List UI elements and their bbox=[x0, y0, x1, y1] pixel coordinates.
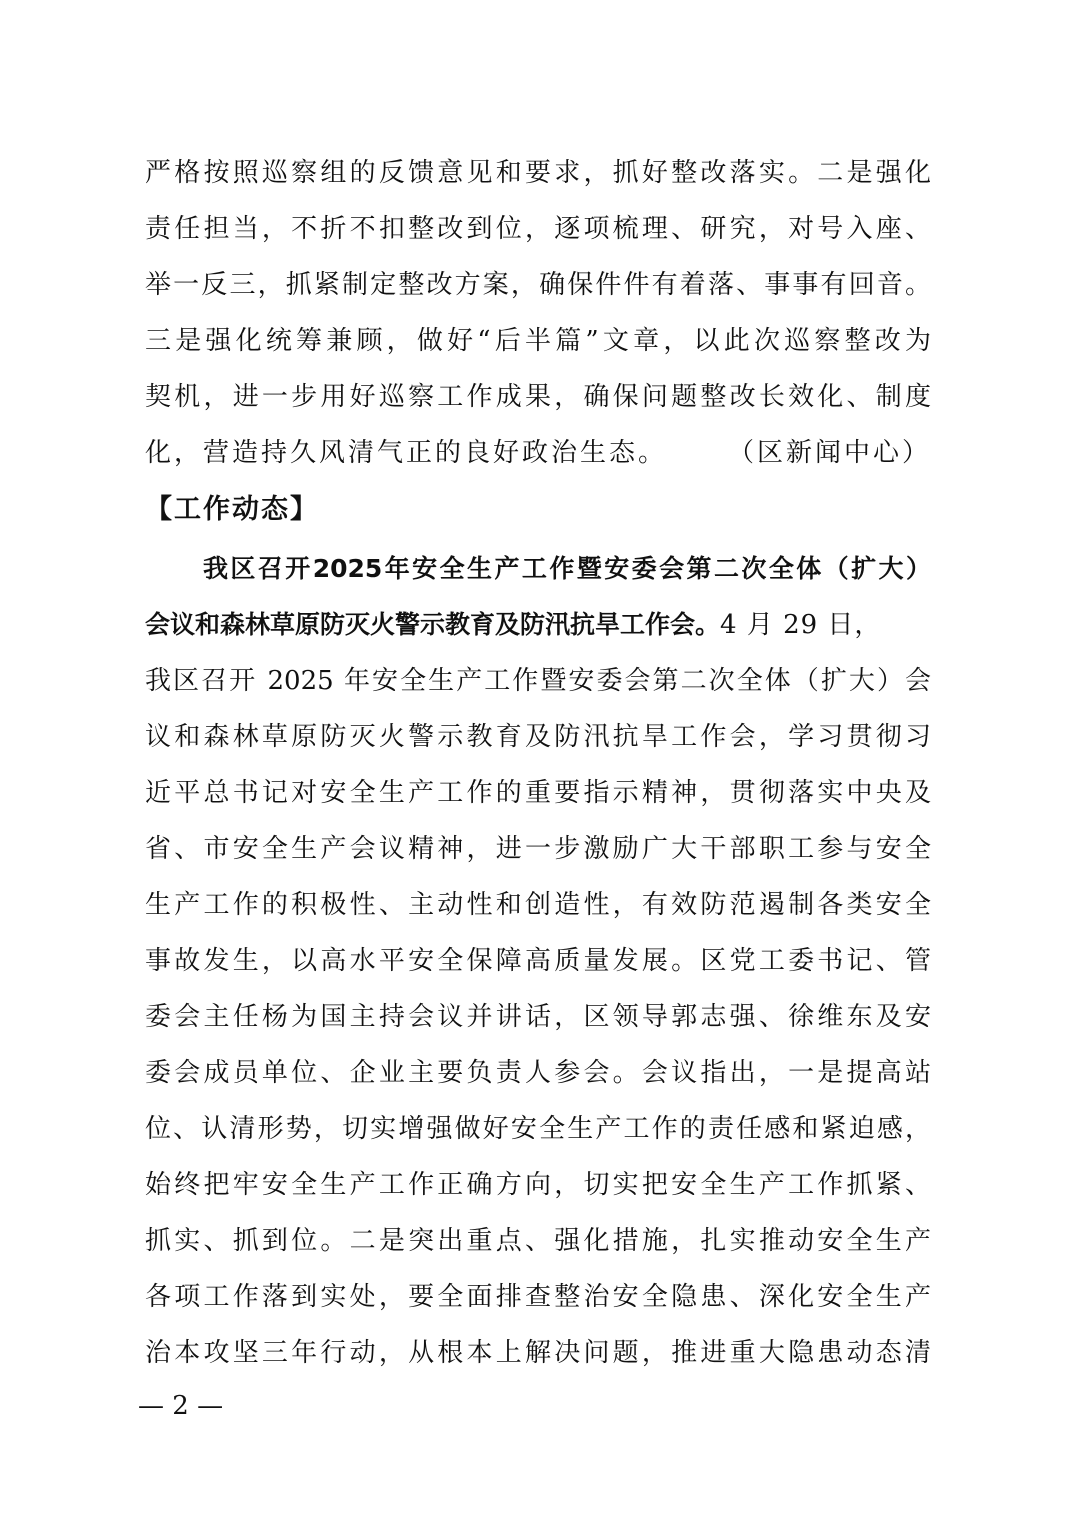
article-title-line-2 bbox=[145, 597, 931, 653]
body-line-6 bbox=[145, 425, 931, 481]
body-line-4: 三是强化统筹兼顾，做好“后半篇”文章，以此次巡察整改为 bbox=[145, 326, 931, 356]
article-line-12: 各项工作落到实处，要全面排查整治安全隐患、深化安全生产 bbox=[145, 1282, 931, 1312]
article-line-1: 我区召开 2025 年安全生产工作暨安委会第二次全体（扩大）会 bbox=[145, 666, 931, 696]
body-line-1: 严格按照巡察组的反馈意见和要求，抓好整改落实。二是强化 bbox=[145, 158, 931, 188]
article-line-4: 省、市安全生产会议精神，进一步激励广大干部职工参与安全 bbox=[145, 834, 931, 864]
article-line-3: 近平总书记对安全生产工作的重要指示精神，贯彻落实中央及 bbox=[145, 778, 931, 808]
article-date: 4 月 29 日， bbox=[720, 610, 882, 640]
article-title-line-1: 我区召开2025年安全生产工作暨安委会第二次全体（扩大） bbox=[203, 554, 931, 583]
page-number: — 2 — bbox=[138, 1391, 224, 1421]
news-source: （区新闻中心） bbox=[727, 438, 931, 468]
body-line-3: 举一反三，抓紧制定整改方案，确保件件有着落、事事有回音。 bbox=[145, 270, 931, 300]
article-line-5: 生产工作的积极性、主动性和创造性，有效防范遏制各类安全 bbox=[145, 890, 931, 920]
article-line-6: 事故发生，以高水平安全保障高质量发展。区党工委书记、管 bbox=[145, 946, 931, 976]
article-line-10: 始终把牢安全生产工作正确方向，切实把安全生产工作抓紧、 bbox=[145, 1170, 931, 1200]
article-line-13: 治本攻坚三年行动，从根本上解决问题，推进重大隐患动态清 bbox=[145, 1338, 931, 1368]
body-line-6-text: 化，营造持久风清气正的良好政治生态。 bbox=[145, 438, 668, 468]
article-title-continued: 会议和森林草原防灭火警示教育及防汛抗旱工作会。 bbox=[145, 610, 721, 639]
article-line-9: 位、认清形势，切实增强做好安全生产工作的责任感和紧迫感， bbox=[145, 1114, 931, 1144]
article-line-11: 抓实、抓到位。二是突出重点、强化措施，扎实推动安全生产 bbox=[145, 1226, 931, 1256]
article-line-2: 议和森林草原防灭火警示教育及防汛抗旱工作会，学习贯彻习 bbox=[145, 722, 931, 752]
article-line-8: 委会成员单位、企业主要负责人参会。会议指出，一是提高站 bbox=[145, 1058, 931, 1088]
body-line-2: 责任担当，不折不扣整改到位，逐项梳理、研究，对号入座、 bbox=[145, 214, 931, 244]
article-line-7: 委会主任杨为国主持会议并讲话，区领导郭志强、徐维东及安 bbox=[145, 1002, 931, 1032]
section-heading: 【工作动态】 bbox=[145, 494, 319, 525]
body-line-5: 契机，进一步用好巡察工作成果，确保问题整改长效化、制度 bbox=[145, 382, 931, 412]
